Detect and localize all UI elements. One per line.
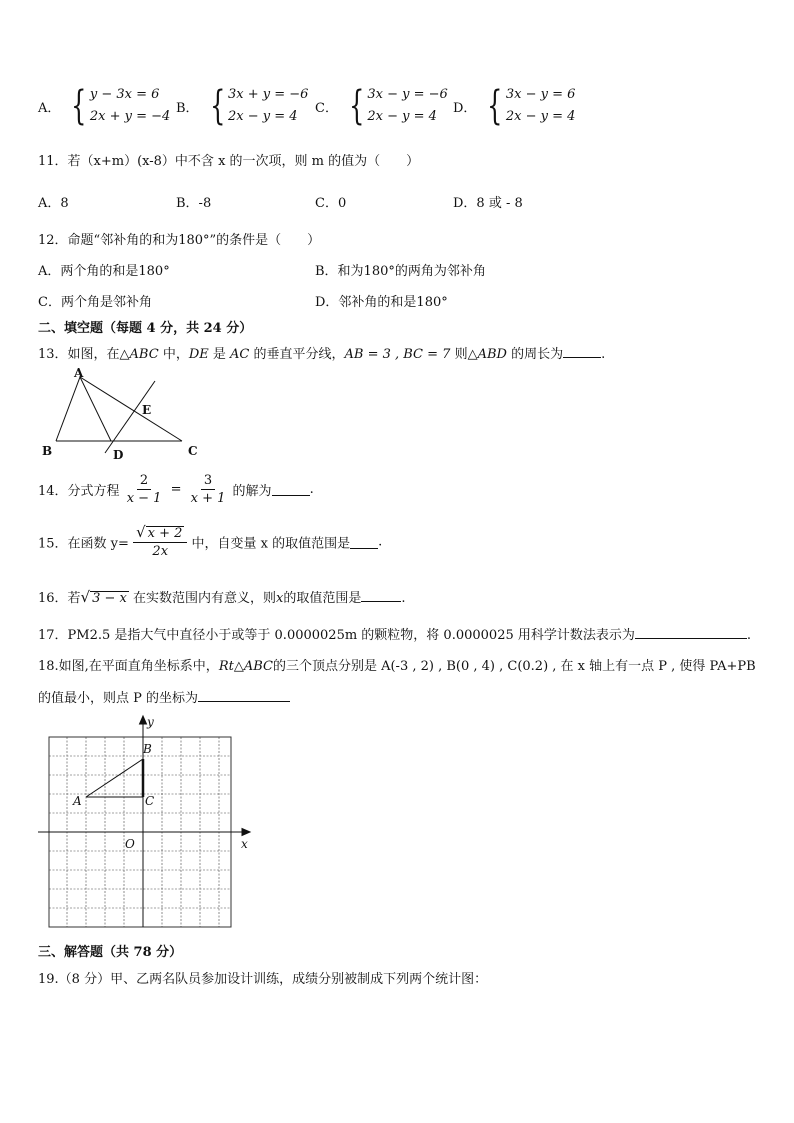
q12-stem: 12．命题“邻补角的和为180°”的条件是（ ） (38, 233, 321, 248)
q13-stem: 13．如图，在△ABC 中，DE 是 AC 的垂直平分线，AB = 3 , BC = 7 则△ABD 的周长为 . (38, 347, 606, 362)
q11-option-b: B．-8 (176, 196, 212, 211)
label-origin: O (125, 837, 135, 851)
q10-option-c: C． { 3x − y = −6 2x − y = 4 (315, 83, 448, 129)
label-b: B (42, 444, 53, 458)
brace: { (209, 83, 225, 129)
label-b: B (143, 742, 152, 756)
brace: { (349, 83, 365, 129)
fraction: $\frac{2}{x - 1}$ (126, 473, 162, 506)
q19-stem: 19.（8 分）甲、乙两名队员参加设计训练，成绩分别被制成下列两个统计图： (38, 972, 488, 987)
brace: { (487, 83, 503, 129)
label-y: y (147, 715, 154, 729)
label-c: C (188, 444, 198, 458)
q11-option-c: C．0 (315, 196, 347, 211)
q12-option-b: B．和为180°的两角为邻补角 (315, 264, 486, 279)
answer-blank (272, 483, 310, 496)
label-c: C (145, 794, 155, 808)
q12-option-c: C．两个角是邻补角 (38, 295, 152, 310)
line-de (105, 381, 155, 453)
y-axis-arrow (140, 716, 147, 724)
q18-stem-line2: 的值最小，则点 P 的坐标为 (38, 687, 290, 706)
q18-coordinate-grid (38, 712, 258, 932)
brace: { (71, 83, 87, 129)
q15-stem: 15．在函数 y= $\frac{√ x + 2}{2x}$ 中，自变量 x 的取值范围是 . (38, 523, 383, 559)
q12-option-d: D．邻补角的和是180° (315, 295, 448, 310)
q11-option-d: D．8 或 - 8 (453, 196, 523, 211)
q12-option-a: A．两个角的和是180° (38, 264, 170, 279)
q10-option-b: B． { 3x + y = −6 2x − y = 4 (176, 83, 309, 129)
fraction: $\frac{3}{x + 1}$ (190, 473, 226, 506)
label-x: x (241, 837, 248, 851)
label-a: A (73, 794, 82, 808)
label-e: E (142, 403, 152, 417)
q13-triangle-figure (38, 365, 208, 465)
answer-blank (350, 536, 378, 549)
answer-blank (563, 345, 601, 358)
q18-stem-line1: 18.如图,在平面直角坐标系中，Rt△ABC的三个顶点分别是 A(-3 , 2) , B(0 , 4) , C(0.2) , 在 x 轴上有一点 P , 使得 PA+PB (38, 659, 756, 674)
answer-blank (198, 689, 290, 702)
label-a: A (74, 366, 84, 380)
answer-blank (361, 589, 401, 602)
section-title-fill-in: 二、填空题（每题 4 分，共 24 分） (38, 321, 253, 336)
q17-stem: 17．PM2.5 是指大气中直径小于或等于 0.0000025m 的颗粒物，将 0.0000025 用科学计数法表示为 . (38, 628, 752, 643)
q10-option-a: A． { y − 3x = 6 2x + y = −4 (38, 83, 171, 129)
fraction: $\frac{√ x + 2}{2x}$ (133, 524, 187, 560)
segment-ab (56, 377, 80, 441)
label-d: D (113, 448, 124, 462)
q14-stem: 14．分式方程 $\frac{2}{x - 1}$ = $\frac{3}{x + 1}$ 的解为 . (38, 473, 314, 506)
x-axis-arrow (242, 829, 250, 836)
answer-blank (635, 626, 747, 639)
q16-stem: 16．若√ 3 − x 在实数范围内有意义，则x的取值范围是 . (38, 588, 406, 606)
q10-option-d: D． { 3x − y = 6 2x − y = 4 (453, 83, 576, 129)
segment-ab (86, 759, 143, 797)
q11-option-a: A．8 (38, 196, 69, 211)
section-title-solve: 三、解答题（共 78 分） (38, 945, 183, 960)
q11-stem: 11．若（x+m）(x-8）中不含 x 的一次项，则 m 的值为（ ） (38, 154, 420, 169)
